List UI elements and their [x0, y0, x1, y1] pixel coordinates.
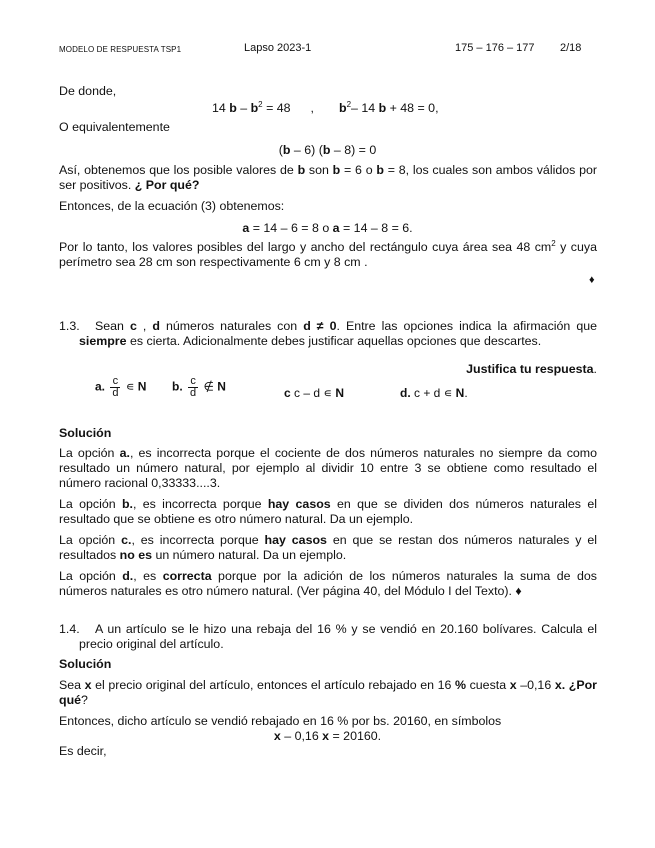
solution-option-b: La opción b., es incorrecta porque hay casos en que se dividen dos números naturales el resultado que se obtiene es otro número natural. Da un ejemplo. [59, 497, 597, 526]
question-1-3-text: Sean c , d números naturales con d ≠ 0. Entre las opciones indica la afirmación que siempre es cierta. Adicionalmente debes justificar aquellas opciones que descartes. [79, 319, 597, 348]
fraction-c-over-d: $\frac{c}{d}$ [190, 375, 197, 399]
paragraph-asi: Así, obtenemos que los posible valores de b son b = 6 o b = 8, los cuales son ambos válidos por ser positivos. ¿ Por qué? [59, 163, 597, 192]
de-donde-text: De donde, [59, 84, 117, 98]
equation-1: 14 $b - b^2 = 48$ , $b^2-$ 14 b + 48 = 0, [212, 100, 439, 115]
end-diamond-icon: ♦ [515, 584, 522, 598]
end-diamond-icon: ♦ [589, 274, 595, 286]
header-doc-title: MODELO DE RESPUESTA TSP1 [59, 45, 182, 54]
option-c: c c – d ∊ N [284, 386, 344, 400]
solution-option-c: La opción c., es incorrecta porque hay casos en que se restan dos números naturales y el resultados no es un número natural. Da un ejemplo. [59, 533, 597, 562]
solution-title-1-4: Solución [59, 657, 112, 671]
paragraph-entonces: Entonces, de la ecuación (3) obtenemos: [59, 199, 285, 213]
equivalent-text: O equivalentemente [59, 120, 170, 134]
solution-1-4-paragraph-2: Entonces, dicho artículo se vendió rebajado en 16 % por bs. 20160, en símbolos [59, 714, 502, 728]
justifica-instruction: Justifica tu respuesta. [466, 362, 597, 376]
question-1-4-text: A un artículo se le hizo una rebaja del 16 % y se vendió en 20.160 bolívares. Calcula el precio original del artículo. [79, 622, 597, 651]
option-b: b. $\frac{c}{d}$ ∉ N [172, 375, 226, 399]
header-term: Lapso 2023-1 [244, 42, 312, 54]
header-course-codes: 175 – 176 – 177 [455, 42, 535, 54]
paragraph-conclusion: Por lo tanto, los valores posibles del largo y ancho del rectángulo cuya área sea 48 $cm^2$ y cuya perímetro sea 28 cm son respectivamente 6 cm y 8 cm . [59, 239, 597, 269]
equation-3: a = 14 – 6 = 8 o a = 14 – 8 = 6. [242, 221, 413, 235]
option-a: a. $\frac{c}{d}$ ∊ N [95, 375, 147, 399]
question-number-1-4: 1.4. [59, 622, 80, 636]
solution-option-d: La opción d., es correcta porque por la adición de los números naturales la suma de dos números naturales es otro número natural. (Ver página 40, del Módulo I del Texto). ♦ [59, 569, 597, 598]
header-page-number: 2/18 [560, 42, 582, 54]
question-number-1-3: 1.3. [59, 319, 80, 333]
equation-2: (b – 6) (b – 8) = 0 [278, 143, 377, 157]
solution-1-4-paragraph-1: Sea x el precio original del artículo, entonces el artículo rebajado en 16 % cuesta x –0,16 x. ¿Por qué? [59, 678, 597, 707]
solution-option-a: La opción a., es incorrecta porque el cociente de dos números naturales no siempre da como resultado un número natural, por ejemplo al dividir 10 entre 3 se obtiene como resultado el número racional 0,33333....3. [59, 446, 597, 490]
solution-title-1-3: Solución [59, 426, 112, 440]
option-d: d. c + d ∊ N. [400, 386, 468, 400]
es-decir-text: Es decir, [59, 744, 107, 758]
fraction-c-over-d: $\frac{c}{d}$ [112, 375, 119, 399]
equation-1-4: x – 0,16 x = 20160. [273, 729, 382, 743]
